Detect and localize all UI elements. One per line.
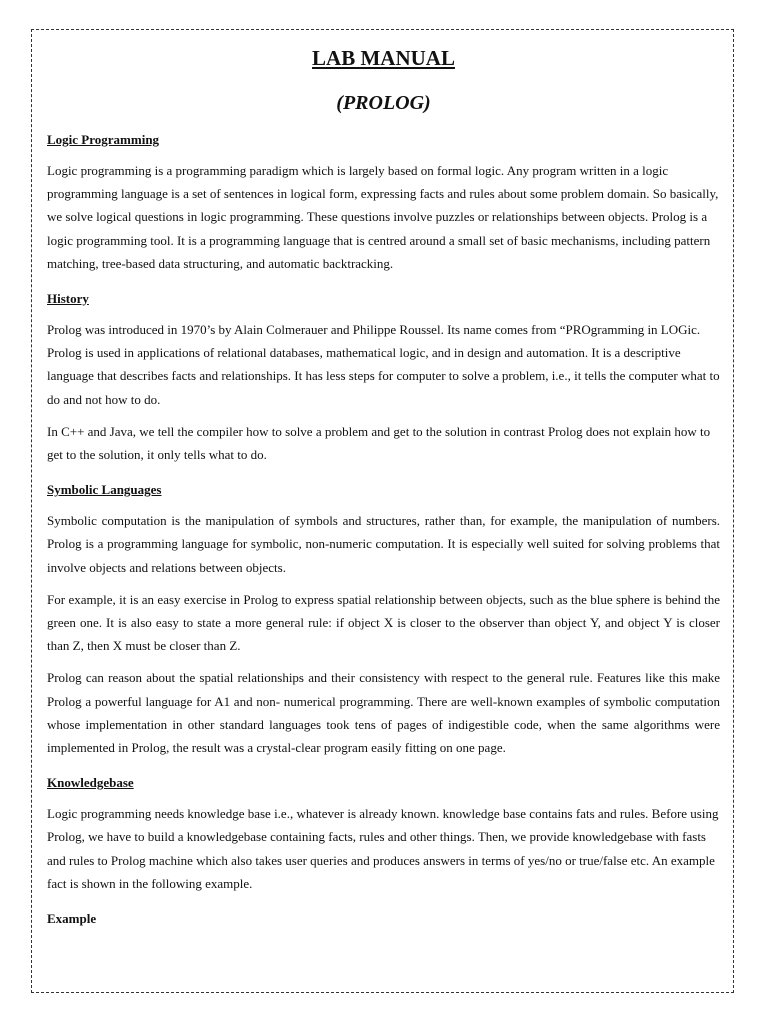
section-heading-knowledgebase: Knowledgebase bbox=[47, 775, 134, 791]
paragraph-logic-programming: Logic programming is a programming paradigm which is largely based on formal logic. Any program written in a logic programming language is a set of sentences in logical form, expressing facts and rules about some problem domain. So basically, we solve logical questions in logic programming. These questions involve puzzles or relationships between objects. Prolog is a logic programming tool. It is a programming language that is centred around a small set of basic mechanisms, including pattern matching, tree-based data structuring, and automatic backtracking. bbox=[47, 163, 719, 271]
section-heading-logic-programming: Logic Programming bbox=[47, 132, 160, 147]
paragraph-knowledgebase: Logic programming needs knowledge base i.e., whatever is already known. knowledge base contains fats and rules. Before using Prolog, we have to build a knowledgebase containing facts, rules and other things. Then, we provide knowledgebase with fasts and rules to Prolog machine which also takes user queries and produces answers in terms of yes/no or true/false etc. An example fact is shown in the following example. bbox=[47, 806, 719, 891]
section-heading-symbolic-languages: Symbolic Languages bbox=[47, 482, 162, 498]
document-subtitle: (PROLOG) bbox=[336, 92, 431, 114]
document-title: LAB MANUAL bbox=[312, 46, 455, 70]
document-body bbox=[47, 44, 720, 929]
section-heading-example: Example bbox=[47, 911, 97, 927]
paragraph-symbolic-1: Symbolic computation is the manipulation of symbols and structures, rather than, for example, the manipulation of numbers. Prolog is a programming language for symbolic, non-numeric computation. It is especially well suited for solving problems that involve objects and relations between objects. bbox=[47, 513, 720, 575]
paragraph-history-1: Prolog was introduced in 1970’s by Alain Colmerauer and Philippe Roussel. Its name comes from “PROgramming in LOGic. Prolog is used in applications of relational databases, mathematical logic, and in design and automation. It is a descriptive language that describes facts and relationships. It has less steps for computer to solve a problem, i.e., it tells the computer what to do and not how to do. bbox=[47, 322, 720, 407]
paragraph-symbolic-3: Prolog can reason about the spatial relationships and their consistency with respect to the general rule. Features like this make Prolog a powerful language for A1 and non- numerical programming. There are well-known examples of symbolic computation whose implementation in other standard languages took tens of pages of indigestible code, when the same algorithms were implemented in Prolog, the result was a crystal-clear program easily fitting on one page. bbox=[47, 670, 720, 756]
paragraph-symbolic-2: For example, it is an easy exercise in Prolog to express spatial relationship between objects, such as the blue sphere is behind the green one. It is also easy to state a more general rule: if object X is closer to the observer than object Y, and object Y is closer than Z, then X must be closer than Z. bbox=[47, 591, 720, 654]
paragraph-history-2: In C++ and Java, we tell the compiler how to solve a problem and get to the solution in contrast Prolog does not explain how to get to the solution, it only tells what to do. bbox=[47, 423, 711, 463]
section-heading-history: History bbox=[47, 291, 89, 307]
